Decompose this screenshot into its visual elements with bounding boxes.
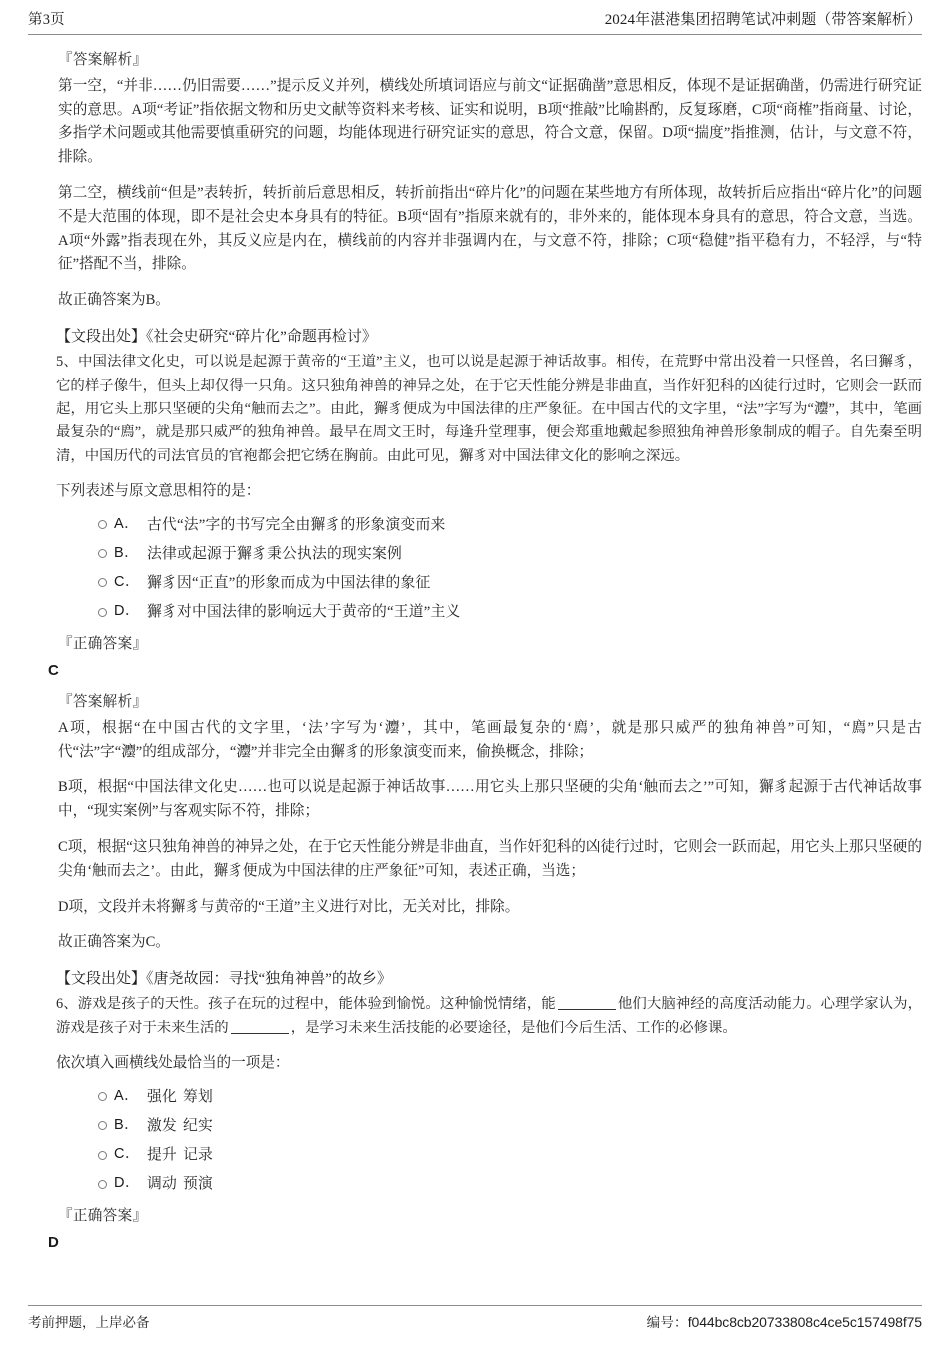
page-number-label: 第3页 — [28, 11, 65, 28]
page-header — [28, 10, 922, 35]
footer-note: 考前押题，上岸必备 — [28, 1315, 150, 1331]
question-5-options — [28, 514, 922, 624]
option-word-2: 预演 — [183, 1176, 213, 1193]
page-content — [28, 35, 922, 1284]
option-letter: C． — [114, 1146, 140, 1163]
q4-source-title: 《社会史研究“碎片化”命题再检讨》 — [146, 328, 377, 345]
option-letter: D． — [114, 603, 140, 620]
question-6-text-part1: 游戏是孩子的天性。孩子在玩的过程中，能体验到愉悦。这种愉悦情绪，能 — [77, 996, 556, 1013]
question-6-prompt: 依次填入画横线处最恰当的一项是： — [56, 1055, 290, 1072]
question-5-source-line — [28, 967, 922, 991]
option-label: 獬豸因“正直”的形象而成为中国法律的象征 — [147, 574, 431, 591]
q4-analysis-blank2: 第二空，横线前“但是”表转折，转折前后意思相反，转折前指出“碎片化”的问题在某些地方有所体现，故转折后应指出“碎片化”的问题不是大范围的体现，即不是社会史本身具有的特征。B项“固有”指原来就有的，非外来的，能体现本身具有的意思，符合文意，当选。A项“外露”指表现在外，其反义应是内在，横线前的内容并非强调内在，与文意不符，排除；C项“稳健”指平稳有力，不轻浮，与“特征”搭配不当，排除。 — [58, 185, 922, 273]
option-label — [147, 1086, 213, 1108]
radio-icon[interactable] — [98, 549, 107, 558]
option-label — [147, 1115, 213, 1137]
page-spacer — [0, 1284, 950, 1305]
option-word-1: 强化 — [147, 1088, 177, 1105]
question-6-text-part3: ，是学习未来生活技能的必要途径，是他们今后生活、工作的必修课。 — [290, 1019, 737, 1036]
radio-icon[interactable] — [98, 1151, 107, 1160]
footer-code — [647, 1311, 922, 1331]
question-5-analysis-c: C项，根据“这只独角神兽的神异之处，在于它天性能分辨是非曲直，当作奸犯科的凶徒行过时，它则会一跃而起，用它头上那只坚硬的尖角‘触而去之’。由此，獬豸便成为中国法律的庄严象征”可知，表述正确，当选； — [58, 838, 922, 879]
option-letter: A． — [114, 515, 140, 532]
answer-analysis-label: 『答案解析』 — [58, 52, 148, 69]
question-6-number: 6、 — [56, 996, 78, 1013]
option-c[interactable] — [98, 1144, 922, 1166]
footer-code-label: 编号： — [646, 1315, 688, 1331]
option-letter: A． — [114, 1087, 140, 1104]
option-d[interactable] — [98, 1173, 922, 1195]
option-label: 法律或起源于獬豸秉公执法的现实案例 — [147, 545, 402, 562]
radio-icon[interactable] — [98, 578, 107, 587]
question-5-analysis-label: 『答案解析』 — [58, 694, 148, 711]
option-letter: B． — [114, 544, 140, 561]
option-b[interactable] — [98, 543, 922, 565]
option-label: 獬豸对中国法律的影响远大于黄帝的“王道”主义 — [147, 604, 461, 621]
question-5-analysis-a: A项，根据“在中国古代的文字里，‘法’字写为‘灋’，其中，笔画最复杂的‘廌’，就是那只威严的独角神兽”可知，“廌”只是古代“法”字“灋”的组成部分，“灋”并非完全由獬豸的形象演变而来，偷换概念，排除； — [58, 719, 922, 760]
question-5-stem — [28, 351, 922, 468]
option-label — [147, 1144, 213, 1166]
radio-icon[interactable] — [98, 1092, 107, 1101]
question-5-analysis-b: B项，根据“中国法律文化史……也可以说是起源于神话故事……用它头上那只坚硬的尖角‘触而去之’”可知，獬豸起源于古代神话故事中，“现实案例”与客观实际不符，排除； — [58, 779, 922, 820]
question-5-source-label: 【文段出处】 — [56, 971, 147, 988]
option-label: 古代“法”字的书写完全由獬豸的形象演变而来 — [147, 516, 446, 533]
q4-source-label: 【文段出处】 — [56, 328, 147, 345]
question-6-stem — [28, 993, 922, 1040]
option-word-2: 记录 — [183, 1147, 213, 1164]
radio-icon[interactable] — [98, 1121, 107, 1130]
footer-code-value: f044bc8cb20733808c4ce5c157498f75 — [687, 1314, 922, 1331]
option-c[interactable] — [98, 572, 922, 594]
question-5-correct-answer: C — [48, 661, 59, 679]
option-letter: B． — [114, 1117, 140, 1134]
question-5-text: 中国法律文化史，可以说是起源于黄帝的“王道”主义，也可以说是起源于神话故事。相传，在荒野中常出没着一只怪兽，名曰獬豸，它的样子像牛，但头上却仅得一只角。这只独角神兽的神异之处，在于它天性能分辨是非曲直，当作奸犯科的凶徒行过时，它则会一跃而起，用它头上那只坚硬的尖角“触而去之”。由此，獬豸便成为中国法律的庄严象征。在中国古代的文字里，“法”字写为“灋”，其中，笔画最复杂的“廌”，就是那只威严的独角神兽。最早在周文王时，每逢升堂理事，便会郑重地戴起参照独角神兽形象制成的帽子。自先秦至明清，中国历代的司法官员的官袍都会把它绣在胸前。由此可见，獬豸对中国法律文化的影响之深远。 — [56, 354, 922, 464]
document-title: 2024年湛港集团招聘笔试冲刺题（带答案解析） — [604, 12, 922, 28]
question-5-source-title: 《唐尧故园：寻找“独角神兽”的故乡》 — [146, 971, 392, 988]
option-d[interactable] — [98, 601, 922, 623]
question-5-correct-answer-label: 『正确答案』 — [58, 636, 148, 653]
question-5-number: 5、 — [56, 354, 78, 371]
option-word-2: 纪实 — [183, 1117, 213, 1134]
question-6-correct-answer-label: 『正确答案』 — [58, 1208, 148, 1225]
option-label — [147, 1173, 213, 1195]
radio-icon[interactable] — [98, 1180, 107, 1189]
option-letter: C． — [114, 574, 140, 591]
option-a[interactable] — [98, 1086, 922, 1108]
option-letter: D． — [114, 1175, 140, 1192]
option-word-1: 提升 — [147, 1147, 177, 1164]
option-word-1: 调动 — [147, 1176, 177, 1193]
question-6-correct-answer: D — [48, 1234, 59, 1252]
q4-analysis-conclusion: 故正确答案为B。 — [58, 292, 170, 309]
question-5-analysis-conclusion: 故正确答案为C。 — [58, 934, 170, 951]
fill-blank-2 — [231, 1033, 289, 1034]
radio-icon[interactable] — [98, 520, 107, 529]
question-5-prompt: 下列表述与原文意思相符的是： — [56, 482, 261, 499]
option-a[interactable] — [98, 514, 922, 536]
radio-icon[interactable] — [98, 608, 107, 617]
question-6-text-part2: 他们大脑神经的高度活动能力。心理学家认为，游戏是孩子对于未来生活的 — [56, 996, 922, 1036]
question-6-options — [28, 1086, 922, 1196]
fill-blank-1 — [558, 1009, 616, 1010]
q4-analysis-blank1: 第一空，“并非……仍旧需要……”提示反义并列，横线处所填词语应与前文“证据确凿”意思相反，体现不是证据确凿，仍需进行研究证实的意思。A项“考证”指依据文物和历史文献等资料来考核、证实和说明，B项“推敲”比喻斟酌，反复琢磨，C项“商榷”指商量、讨论，多指学术问题或其他需要慎重研究的问题，均能体现进行研究证实的意思，符合文意，保留。D项“揣度”指推测，估计，与文意不符，排除。 — [58, 77, 922, 166]
option-word-1: 激发 — [147, 1117, 177, 1134]
question-5-analysis-d: D项，文段并未将獬豸与黄帝的“王道”主义进行对比，无关对比，排除。 — [58, 898, 520, 915]
q4-source-line — [28, 325, 922, 349]
option-b[interactable] — [98, 1115, 922, 1137]
page-footer — [28, 1305, 922, 1331]
option-word-2: 筹划 — [183, 1088, 213, 1105]
